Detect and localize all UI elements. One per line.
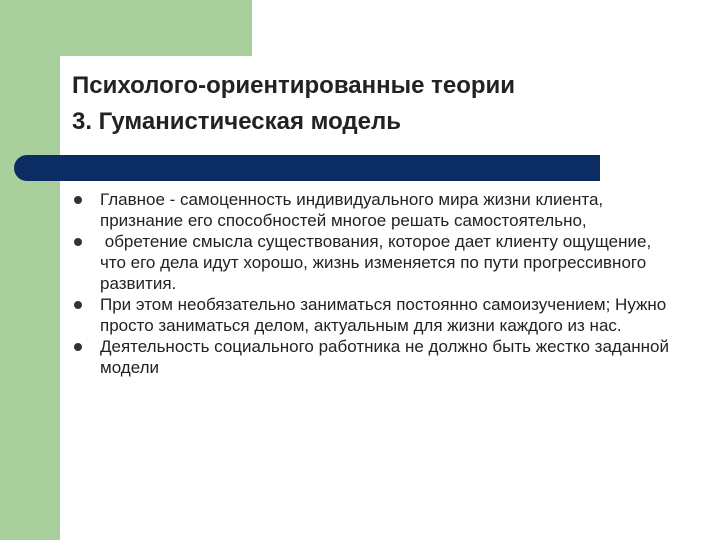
bullet-text: Деятельность социального работника не должно быть жестко заданной модели [100,337,670,377]
bullet-item [72,336,672,378]
decorative-green-block [0,0,252,56]
bullet-item [72,189,672,231]
slide-title-line-2: 3. Гуманистическая модель [72,108,402,135]
slide-title-line-1: Психолого-ориентированные теории [72,72,516,99]
bullet-dot-icon [74,301,82,309]
bullet-text: Главное - самоценность индивидуального мира жизни клиента, признание его способностей многое решать самостоятельно, [100,190,604,230]
bullet-list [72,189,672,378]
bullet-dot-icon [74,238,82,246]
slide-title [72,68,515,140]
bullet-item [72,294,672,336]
bullet-text: При этом необязательно заниматься постоянно самоизучением; Нужно просто заниматься делом, актуальным для жизни каждого из нас. [100,295,667,335]
bullet-item [72,231,672,294]
title-divider [14,155,600,181]
bullet-dot-icon [74,343,82,351]
bullet-text: обретение смысла существования, которое дает клиенту ощущение, что его дела идут хорошо, жизнь изменяется по пути прогрессивного развития. [100,232,656,293]
bullet-dot-icon [74,196,82,204]
decorative-green-bar [0,0,60,540]
